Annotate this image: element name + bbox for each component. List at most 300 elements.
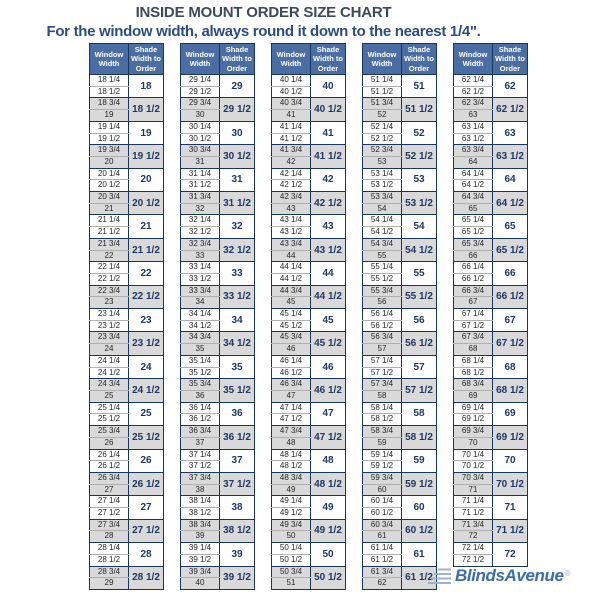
window-width-cell: 63 3/4 xyxy=(454,145,493,157)
window-width-cell: 41 3/4 xyxy=(272,145,311,157)
window-width-cell: 34 1/2 xyxy=(181,320,220,332)
shade-width-header: Shade Width to Order xyxy=(220,44,255,75)
window-width-cell: 68 1/4 xyxy=(454,355,493,367)
window-width-cell: 18 1/4 xyxy=(90,75,129,87)
window-width-cell: 60 1/2 xyxy=(363,508,402,520)
window-width-cell: 28 1/2 xyxy=(90,554,129,566)
window-width-cell: 37 1/2 xyxy=(181,461,220,473)
window-width-cell: 62 xyxy=(363,578,402,590)
window-width-cell: 47 1/2 xyxy=(272,414,311,426)
window-width-cell: 66 1/2 xyxy=(454,273,493,285)
shade-width-cell: 68 xyxy=(493,355,528,378)
chart-header xyxy=(0,3,527,42)
shade-width-cell: 70 1/2 xyxy=(493,472,528,495)
window-width-header: Window Width xyxy=(181,44,220,75)
window-width-cell: 38 1/4 xyxy=(181,496,220,508)
logo-text: BlindsAvenue xyxy=(455,566,564,585)
window-width-cell: 42 1/4 xyxy=(272,168,311,180)
window-width-cell: 72 1/2 xyxy=(454,554,493,566)
shade-width-cell: 64 1/2 xyxy=(493,192,528,215)
window-width-cell: 62 1/2 xyxy=(454,86,493,98)
window-width-cell: 55 1/2 xyxy=(363,273,402,285)
shade-width-cell: 43 xyxy=(311,215,346,238)
shade-width-cell: 54 1/2 xyxy=(402,238,437,261)
shade-width-cell: 36 1/2 xyxy=(220,426,255,449)
window-width-cell: 52 xyxy=(363,110,402,122)
shade-width-cell: 65 1/2 xyxy=(493,238,528,261)
window-width-cell: 58 3/4 xyxy=(363,426,402,438)
window-width-cell: 65 1/2 xyxy=(454,227,493,239)
window-width-cell: 48 xyxy=(272,437,311,449)
window-width-cell: 53 xyxy=(363,156,402,168)
window-width-cell: 30 1/4 xyxy=(181,121,220,133)
shade-width-cell: 39 1/2 xyxy=(220,566,255,589)
window-width-cell: 29 3/4 xyxy=(181,98,220,110)
shade-width-cell: 40 xyxy=(311,75,346,98)
window-width-cell: 60 1/4 xyxy=(363,496,402,508)
window-width-cell: 25 1/4 xyxy=(90,402,129,414)
window-width-cell: 48 1/4 xyxy=(272,449,311,461)
window-width-cell: 49 3/4 xyxy=(272,519,311,531)
shade-width-cell: 53 1/2 xyxy=(402,192,437,215)
shade-width-cell: 66 xyxy=(493,262,528,285)
shade-width-cell: 57 xyxy=(402,355,437,378)
window-width-cell: 40 3/4 xyxy=(272,98,311,110)
shade-width-cell: 67 xyxy=(493,309,528,332)
window-width-cell: 29 xyxy=(90,578,129,590)
window-width-cell: 69 1/4 xyxy=(454,402,493,414)
window-width-cell: 58 1/2 xyxy=(363,414,402,426)
shade-width-cell: 21 1/2 xyxy=(129,238,164,261)
window-width-cell: 42 xyxy=(272,156,311,168)
shade-width-cell: 55 xyxy=(402,262,437,285)
window-width-cell: 68 3/4 xyxy=(454,379,493,391)
shade-width-cell: 28 xyxy=(129,543,164,566)
window-width-cell: 54 1/2 xyxy=(363,227,402,239)
window-width-cell: 20 1/4 xyxy=(90,168,129,180)
window-width-cell: 39 3/4 xyxy=(181,566,220,578)
window-width-cell: 45 1/4 xyxy=(272,309,311,321)
window-width-cell: 40 xyxy=(181,578,220,590)
page-title: INSIDE MOUNT ORDER SIZE CHART xyxy=(135,4,392,21)
window-width-cell: 39 xyxy=(181,531,220,543)
window-width-cell: 19 1/2 xyxy=(90,133,129,145)
shade-width-cell: 26 1/2 xyxy=(129,472,164,495)
window-width-cell: 36 1/2 xyxy=(181,414,220,426)
window-width-cell: 46 1/2 xyxy=(272,367,311,379)
window-width-cell: 62 3/4 xyxy=(454,98,493,110)
window-width-cell: 36 xyxy=(181,390,220,402)
window-width-cell: 54 xyxy=(363,203,402,215)
shade-width-cell: 71 xyxy=(493,496,528,519)
shade-width-cell: 22 xyxy=(129,262,164,285)
shade-width-cell: 52 1/2 xyxy=(402,145,437,168)
window-width-cell: 66 xyxy=(454,250,493,262)
window-width-cell: 70 1/2 xyxy=(454,461,493,473)
shade-width-cell: 31 1/2 xyxy=(220,192,255,215)
shade-width-cell: 69 xyxy=(493,402,528,425)
window-width-cell: 28 1/4 xyxy=(90,543,129,555)
shade-width-cell: 71 1/2 xyxy=(493,519,528,542)
window-width-cell: 52 1/2 xyxy=(363,133,402,145)
window-width-cell: 50 1/2 xyxy=(272,554,311,566)
window-width-cell: 43 1/4 xyxy=(272,215,311,227)
window-width-cell: 31 xyxy=(181,156,220,168)
window-width-cell: 35 1/2 xyxy=(181,367,220,379)
window-width-cell: 42 3/4 xyxy=(272,192,311,204)
window-width-cell: 37 xyxy=(181,437,220,449)
window-width-cell: 44 3/4 xyxy=(272,285,311,297)
window-width-cell: 30 1/2 xyxy=(181,133,220,145)
shade-width-header: Shade Width to Order xyxy=(493,44,528,75)
shade-width-cell: 63 xyxy=(493,121,528,144)
window-width-cell: 33 3/4 xyxy=(181,285,220,297)
window-width-cell: 24 1/2 xyxy=(90,367,129,379)
window-width-cell: 55 1/4 xyxy=(363,262,402,274)
shade-width-cell: 19 1/2 xyxy=(129,145,164,168)
shade-width-cell: 26 xyxy=(129,449,164,472)
shade-width-cell: 42 xyxy=(311,168,346,191)
window-width-cell: 34 xyxy=(181,297,220,309)
shade-width-cell: 20 xyxy=(129,168,164,191)
shade-width-cell: 42 1/2 xyxy=(311,192,346,215)
window-width-cell: 71 3/4 xyxy=(454,519,493,531)
shade-width-cell: 48 xyxy=(311,449,346,472)
shade-width-cell: 41 xyxy=(311,121,346,144)
shade-width-cell: 19 xyxy=(129,121,164,144)
window-width-cell: 38 xyxy=(181,484,220,496)
shade-width-cell: 24 xyxy=(129,355,164,378)
window-width-cell: 66 1/4 xyxy=(454,262,493,274)
shade-width-cell: 50 xyxy=(311,543,346,566)
window-width-cell: 32 3/4 xyxy=(181,238,220,250)
shade-width-cell: 18 xyxy=(129,75,164,98)
window-width-cell: 56 1/4 xyxy=(363,309,402,321)
window-width-cell: 33 1/2 xyxy=(181,273,220,285)
window-width-cell: 19 1/4 xyxy=(90,121,129,133)
shade-width-cell: 53 xyxy=(402,168,437,191)
window-width-cell: 26 3/4 xyxy=(90,472,129,484)
window-width-cell: 43 xyxy=(272,203,311,215)
window-width-cell: 28 xyxy=(90,531,129,543)
shade-width-cell: 57 1/2 xyxy=(402,379,437,402)
shade-width-cell: 35 1/2 xyxy=(220,379,255,402)
shade-width-cell: 31 xyxy=(220,168,255,191)
shade-width-cell: 36 xyxy=(220,402,255,425)
shade-width-cell: 35 xyxy=(220,355,255,378)
window-width-cell: 21 xyxy=(90,203,129,215)
window-width-cell: 64 1/4 xyxy=(454,168,493,180)
window-width-cell: 57 1/4 xyxy=(363,355,402,367)
shade-width-cell: 28 1/2 xyxy=(129,566,164,589)
window-width-cell: 34 1/4 xyxy=(181,309,220,321)
window-width-cell: 69 3/4 xyxy=(454,426,493,438)
window-width-cell: 41 1/2 xyxy=(272,133,311,145)
shade-width-cell: 61 xyxy=(402,543,437,566)
window-width-cell: 24 1/4 xyxy=(90,355,129,367)
window-width-cell: 19 3/4 xyxy=(90,145,129,157)
window-width-cell: 65 xyxy=(454,203,493,215)
window-width-cell: 31 1/2 xyxy=(181,180,220,192)
shade-width-cell: 23 1/2 xyxy=(129,332,164,355)
window-width-cell: 61 1/4 xyxy=(363,543,402,555)
window-width-cell: 26 1/4 xyxy=(90,449,129,461)
shade-width-cell: 56 xyxy=(402,309,437,332)
window-width-cell: 39 1/4 xyxy=(181,543,220,555)
window-width-cell: 57 1/2 xyxy=(363,367,402,379)
window-width-cell: 46 xyxy=(272,344,311,356)
shade-width-cell: 45 xyxy=(311,309,346,332)
blindsavenue-logo xyxy=(428,566,569,586)
window-width-cell: 51 1/2 xyxy=(363,86,402,98)
awning-blinds-icon xyxy=(428,567,452,585)
window-width-cell: 29 1/2 xyxy=(181,86,220,98)
column-group xyxy=(271,43,346,590)
window-width-cell: 27 3/4 xyxy=(90,519,129,531)
shade-width-cell: 47 1/2 xyxy=(311,426,346,449)
window-width-cell: 53 1/2 xyxy=(363,180,402,192)
shade-width-cell: 51 1/2 xyxy=(402,98,437,121)
window-width-cell: 57 xyxy=(363,344,402,356)
window-width-cell: 37 3/4 xyxy=(181,472,220,484)
shade-width-cell: 43 1/2 xyxy=(311,238,346,261)
shade-width-cell: 50 1/2 xyxy=(311,566,346,589)
shade-width-cell: 60 1/2 xyxy=(402,519,437,542)
shade-width-cell: 54 xyxy=(402,215,437,238)
window-width-cell: 54 1/4 xyxy=(363,215,402,227)
window-width-cell: 46 1/4 xyxy=(272,355,311,367)
window-width-cell: 60 3/4 xyxy=(363,519,402,531)
shade-width-cell: 67 1/2 xyxy=(493,332,528,355)
window-width-cell: 59 xyxy=(363,437,402,449)
shade-width-cell: 62 1/2 xyxy=(493,98,528,121)
window-width-cell: 31 3/4 xyxy=(181,192,220,204)
shade-width-cell: 38 1/2 xyxy=(220,519,255,542)
window-width-cell: 18 3/4 xyxy=(90,98,129,110)
window-width-cell: 48 1/2 xyxy=(272,461,311,473)
window-width-cell: 35 3/4 xyxy=(181,379,220,391)
window-width-cell: 33 1/4 xyxy=(181,262,220,274)
window-width-cell: 21 1/4 xyxy=(90,215,129,227)
window-width-cell: 41 1/4 xyxy=(272,121,311,133)
size-chart-table xyxy=(89,43,528,590)
window-width-cell: 68 xyxy=(454,344,493,356)
shade-width-cell: 49 xyxy=(311,496,346,519)
shade-width-header: Shade Width to Order xyxy=(402,44,437,75)
window-width-cell: 50 xyxy=(272,531,311,543)
shade-width-cell: 49 1/2 xyxy=(311,519,346,542)
column-group xyxy=(453,43,528,567)
window-width-cell: 27 1/2 xyxy=(90,508,129,520)
window-width-cell: 68 1/2 xyxy=(454,367,493,379)
window-width-cell: 48 3/4 xyxy=(272,472,311,484)
shade-width-cell: 58 1/2 xyxy=(402,426,437,449)
shade-width-cell: 39 xyxy=(220,543,255,566)
window-width-cell: 59 1/4 xyxy=(363,449,402,461)
window-width-cell: 22 1/2 xyxy=(90,273,129,285)
window-width-cell: 30 3/4 xyxy=(181,145,220,157)
window-width-cell: 22 1/4 xyxy=(90,262,129,274)
shade-width-cell: 65 xyxy=(493,215,528,238)
window-width-cell: 22 xyxy=(90,250,129,262)
window-width-cell: 47 xyxy=(272,390,311,402)
window-width-cell: 56 1/2 xyxy=(363,320,402,332)
window-width-cell: 50 3/4 xyxy=(272,566,311,578)
window-width-cell: 32 xyxy=(181,203,220,215)
shade-width-cell: 27 xyxy=(129,496,164,519)
window-width-cell: 43 3/4 xyxy=(272,238,311,250)
window-width-cell: 51 3/4 xyxy=(363,98,402,110)
window-width-header: Window Width xyxy=(363,44,402,75)
window-width-cell: 45 1/2 xyxy=(272,320,311,332)
window-width-cell: 64 1/2 xyxy=(454,180,493,192)
window-width-cell: 66 3/4 xyxy=(454,285,493,297)
window-width-cell: 51 1/4 xyxy=(363,75,402,87)
window-width-cell: 61 xyxy=(363,531,402,543)
window-width-cell: 28 3/4 xyxy=(90,566,129,578)
shade-width-cell: 33 xyxy=(220,262,255,285)
window-width-cell: 40 1/4 xyxy=(272,75,311,87)
window-width-cell: 23 1/2 xyxy=(90,320,129,332)
shade-width-cell: 27 1/2 xyxy=(129,519,164,542)
shade-width-cell: 59 1/2 xyxy=(402,472,437,495)
window-width-cell: 51 xyxy=(272,578,311,590)
window-width-cell: 62 1/4 xyxy=(454,75,493,87)
window-width-header: Window Width xyxy=(272,44,311,75)
window-width-cell: 65 1/4 xyxy=(454,215,493,227)
window-width-cell: 25 1/2 xyxy=(90,414,129,426)
window-width-cell: 34 3/4 xyxy=(181,332,220,344)
shade-width-cell: 62 xyxy=(493,75,528,98)
window-width-cell: 24 3/4 xyxy=(90,379,129,391)
window-width-cell: 20 xyxy=(90,156,129,168)
shade-width-cell: 18 1/2 xyxy=(129,98,164,121)
window-width-cell: 67 1/4 xyxy=(454,309,493,321)
window-width-cell: 67 xyxy=(454,297,493,309)
shade-width-header: Shade Width to Order xyxy=(129,44,164,75)
shade-width-cell: 25 xyxy=(129,402,164,425)
window-width-cell: 59 3/4 xyxy=(363,472,402,484)
shade-width-cell: 56 1/2 xyxy=(402,332,437,355)
window-width-cell: 67 1/2 xyxy=(454,320,493,332)
window-width-cell: 52 1/4 xyxy=(363,121,402,133)
window-width-header: Window Width xyxy=(454,44,493,75)
window-width-cell: 21 1/2 xyxy=(90,227,129,239)
window-width-cell: 33 xyxy=(181,250,220,262)
window-width-cell: 26 xyxy=(90,437,129,449)
shade-width-cell: 37 1/2 xyxy=(220,472,255,495)
window-width-cell: 25 3/4 xyxy=(90,426,129,438)
window-width-cell: 56 3/4 xyxy=(363,332,402,344)
shade-width-cell: 41 1/2 xyxy=(311,145,346,168)
shade-width-cell: 34 1/2 xyxy=(220,332,255,355)
window-width-header: Window Width xyxy=(90,44,129,75)
window-width-cell: 30 xyxy=(181,110,220,122)
shade-width-cell: 29 1/2 xyxy=(220,98,255,121)
window-width-cell: 40 1/2 xyxy=(272,86,311,98)
shade-width-cell: 69 1/2 xyxy=(493,426,528,449)
shade-width-cell: 59 xyxy=(402,449,437,472)
window-width-cell: 24 xyxy=(90,344,129,356)
shade-width-cell: 32 1/2 xyxy=(220,238,255,261)
window-width-cell: 45 xyxy=(272,297,311,309)
shade-width-cell: 33 1/2 xyxy=(220,285,255,308)
window-width-cell: 39 1/2 xyxy=(181,554,220,566)
window-width-cell: 71 1/4 xyxy=(454,496,493,508)
window-width-cell: 29 1/4 xyxy=(181,75,220,87)
window-width-cell: 71 1/2 xyxy=(454,508,493,520)
shade-width-cell: 45 1/2 xyxy=(311,332,346,355)
window-width-cell: 69 1/2 xyxy=(454,414,493,426)
window-width-cell: 71 xyxy=(454,484,493,496)
window-width-cell: 49 1/2 xyxy=(272,508,311,520)
window-width-cell: 36 1/4 xyxy=(181,402,220,414)
shade-width-cell: 44 1/2 xyxy=(311,285,346,308)
window-width-cell: 53 3/4 xyxy=(363,192,402,204)
shade-width-cell: 52 xyxy=(402,121,437,144)
window-width-cell: 27 1/4 xyxy=(90,496,129,508)
window-width-cell: 72 1/4 xyxy=(454,543,493,555)
window-width-cell: 22 3/4 xyxy=(90,285,129,297)
shade-width-cell: 30 1/2 xyxy=(220,145,255,168)
shade-width-cell: 46 1/2 xyxy=(311,379,346,402)
shade-width-cell: 48 1/2 xyxy=(311,472,346,495)
shade-width-cell: 37 xyxy=(220,449,255,472)
window-width-cell: 37 1/4 xyxy=(181,449,220,461)
window-width-cell: 57 3/4 xyxy=(363,379,402,391)
shade-width-cell: 66 1/2 xyxy=(493,285,528,308)
window-width-cell: 47 1/4 xyxy=(272,402,311,414)
window-width-cell: 63 1/4 xyxy=(454,121,493,133)
window-width-cell: 35 xyxy=(181,344,220,356)
window-width-cell: 18 1/2 xyxy=(90,86,129,98)
window-width-cell: 60 xyxy=(363,484,402,496)
window-width-cell: 69 xyxy=(454,390,493,402)
column-group xyxy=(180,43,255,590)
window-width-cell: 58 1/4 xyxy=(363,402,402,414)
window-width-cell: 23 1/4 xyxy=(90,309,129,321)
shade-width-cell: 22 1/2 xyxy=(129,285,164,308)
shade-width-cell: 72 xyxy=(493,543,528,566)
window-width-cell: 38 3/4 xyxy=(181,519,220,531)
window-width-cell: 70 3/4 xyxy=(454,472,493,484)
shade-width-cell: 25 1/2 xyxy=(129,426,164,449)
window-width-cell: 21 3/4 xyxy=(90,238,129,250)
shade-width-cell: 21 xyxy=(129,215,164,238)
shade-width-cell: 46 xyxy=(311,355,346,378)
shade-width-cell: 61 1/2 xyxy=(402,566,437,589)
window-width-cell: 50 1/4 xyxy=(272,543,311,555)
window-width-cell: 67 3/4 xyxy=(454,332,493,344)
window-width-cell: 52 3/4 xyxy=(363,145,402,157)
window-width-cell: 38 1/2 xyxy=(181,508,220,520)
page-subtitle: For the window width, always round it down to the nearest 1/4". xyxy=(46,23,481,40)
shade-width-cell: 64 xyxy=(493,168,528,191)
shade-width-cell: 38 xyxy=(220,496,255,519)
window-width-cell: 43 1/2 xyxy=(272,227,311,239)
window-width-cell: 27 xyxy=(90,484,129,496)
window-width-cell: 32 1/2 xyxy=(181,227,220,239)
window-width-cell: 31 1/4 xyxy=(181,168,220,180)
window-width-cell: 59 1/2 xyxy=(363,461,402,473)
window-width-cell: 55 xyxy=(363,250,402,262)
window-width-cell: 44 1/2 xyxy=(272,273,311,285)
window-width-cell: 46 3/4 xyxy=(272,379,311,391)
window-width-cell: 70 1/4 xyxy=(454,449,493,461)
window-width-cell: 56 xyxy=(363,297,402,309)
window-width-cell: 23 3/4 xyxy=(90,332,129,344)
shade-width-cell: 70 xyxy=(493,449,528,472)
